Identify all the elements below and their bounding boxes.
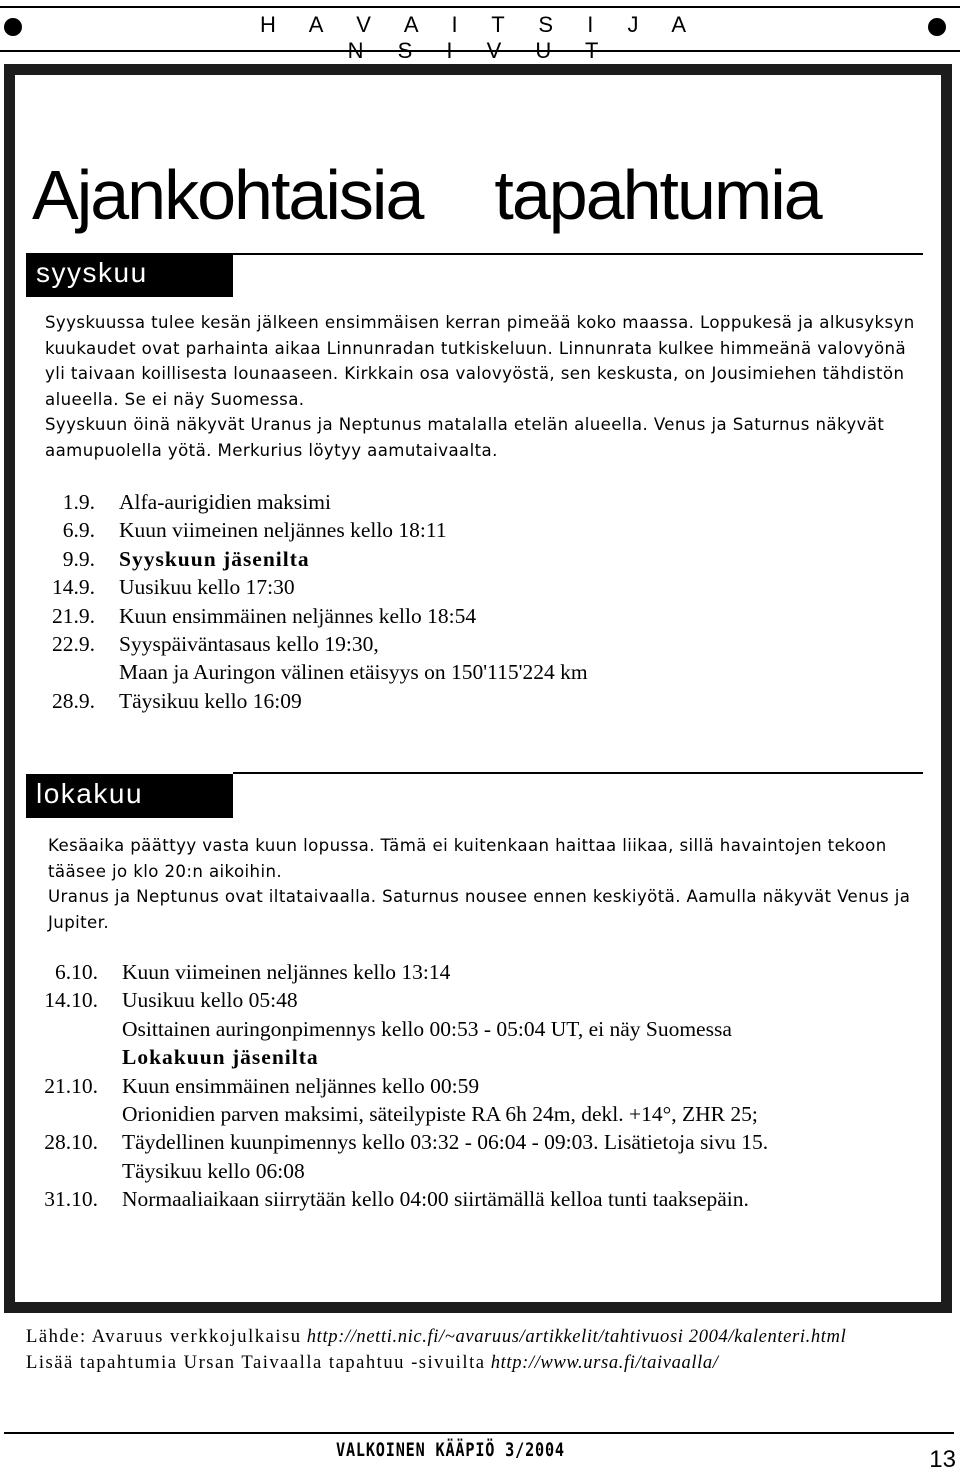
- event-text: Syyskuun jäsenilta: [119, 546, 310, 571]
- event-text: Kuun ensimmäinen neljännes kello 00:59: [122, 1073, 480, 1098]
- september-heading-rule: [233, 253, 923, 255]
- event-row: [40, 488, 588, 516]
- event-text: Orionidien parven maksimi, säteilypiste RA 6h 24m, dekl. +14°, ZHR 25;: [122, 1101, 758, 1126]
- event-date: [40, 1100, 98, 1128]
- footer-rule: [4, 1432, 954, 1434]
- source-link[interactable]: http://netti.nic.fi/~avaruus/artikkelit/tahtivuosi 2004/kalenteri.html: [306, 1326, 847, 1347]
- event-date: 22.9.: [52, 631, 95, 656]
- october-intro: [48, 833, 923, 935]
- october-event-list: [40, 958, 768, 1214]
- more-events-label: Lisää tapahtumia Ursan Taivaalla tapahtuu -sivuilta: [26, 1352, 486, 1373]
- event-row: [40, 1185, 768, 1213]
- event-date: 21.9.: [52, 603, 95, 628]
- event-text: Täysikuu kello 16:09: [119, 688, 302, 713]
- event-row: [40, 1015, 768, 1043]
- sources: [26, 1324, 846, 1376]
- event-text: Kuun ensimmäinen neljännes kello 18:54: [119, 603, 477, 628]
- event-row: [40, 1072, 768, 1100]
- publication-title: VALKOINEN KÄÄPIÖ 3/2004: [336, 1439, 565, 1461]
- event-text: Täydellinen kuunpimennys kello 03:32 - 06:04 - 09:03. Lisätietoja sivu 15.: [122, 1130, 769, 1155]
- event-row: [40, 602, 588, 630]
- event-date: [40, 1157, 98, 1185]
- event-row: [40, 573, 588, 601]
- event-row: [40, 545, 588, 573]
- event-date: 28.10.: [44, 1130, 98, 1155]
- header-bullet-right-icon: [928, 18, 946, 36]
- event-text: Normaaliaikaan siirrytään kello 04:00 siirtämällä kelloa tunti taaksepäin.: [122, 1187, 749, 1212]
- event-text: Maan ja Auringon välinen etäisyys on 150'115'224 km: [119, 660, 588, 685]
- source-line-2: [26, 1350, 846, 1376]
- october-heading: lokakuu: [26, 774, 233, 818]
- event-row: [40, 1043, 768, 1071]
- event-date: 9.9.: [62, 546, 95, 571]
- page-number: 13: [929, 1446, 956, 1473]
- event-row: [40, 630, 588, 658]
- event-date: 6.9.: [62, 518, 95, 543]
- event-date: 14.9.: [52, 575, 95, 600]
- september-intro: [45, 310, 920, 464]
- event-text: Täysikuu kello 06:08: [122, 1158, 305, 1183]
- event-text: Lokakuun jäsenilta: [122, 1045, 319, 1070]
- event-date: [40, 1015, 98, 1043]
- october-intro-paragraph: Uranus ja Neptunus ovat iltataivaalla. Saturnus nousee ennen keskiyötä. Aamulla näkyvät Venus ja Jupiter.: [48, 887, 911, 932]
- page-title-word-2: tapahtumia: [494, 155, 821, 234]
- october-heading-rule: [233, 772, 923, 774]
- event-date: 28.9.: [52, 688, 95, 713]
- event-date: 6.10.: [55, 960, 98, 984]
- header-bullet-left-icon: [4, 18, 22, 36]
- event-date: [40, 658, 95, 686]
- event-date: [40, 1043, 98, 1071]
- event-row: [40, 1100, 768, 1128]
- event-row: [40, 986, 768, 1014]
- event-row: [40, 958, 768, 986]
- september-heading: syyskuu: [26, 253, 233, 297]
- event-text: Uusikuu kello 17:30: [119, 575, 295, 600]
- source-label: Lähde: Avaruus verkkojulkaisu: [26, 1326, 302, 1347]
- event-text: Kuun viimeinen neljännes kello 13:14: [122, 960, 451, 984]
- october-intro-paragraph: Kesäaika päättyy vasta kuun lopussa. Tämä ei kuitenkaan haittaa liikaa, sillä havaintojen tekoon tääsee jo klo 20:n aikoihin.: [48, 836, 887, 881]
- event-row: [40, 658, 588, 686]
- event-text: Uusikuu kello 05:48: [122, 988, 298, 1013]
- event-text: Kuun viimeinen neljännes kello 18:11: [119, 518, 447, 543]
- event-text: Osittainen auringonpimennys kello 00:53 - 05:04 UT, ei näy Suomessa: [122, 1016, 732, 1041]
- event-date: 21.10.: [44, 1073, 98, 1098]
- september-event-list: [40, 488, 588, 715]
- header-section-label: H A V A I T S I J A N S I V U T: [259, 12, 701, 63]
- event-date: 14.10.: [44, 988, 98, 1013]
- page-title-word-1: Ajankohtaisia: [32, 155, 423, 234]
- more-events-link[interactable]: http://www.ursa.fi/taivaalla/: [490, 1352, 719, 1373]
- page-title: [32, 155, 821, 235]
- event-row: [40, 516, 588, 544]
- event-text: Syyspäiväntasaus kello 19:30,: [119, 631, 379, 656]
- event-date: 31.10.: [44, 1187, 98, 1212]
- event-text: Alfa-aurigidien maksimi: [119, 490, 331, 514]
- source-line-1: [26, 1324, 846, 1350]
- event-row: [40, 1128, 768, 1156]
- header-top-rule: [0, 6, 960, 8]
- event-row: [40, 687, 588, 715]
- event-row: [40, 1157, 768, 1185]
- event-date: 1.9.: [62, 490, 95, 514]
- september-intro-paragraph: Syyskuussa tulee kesän jälkeen ensimmäisen kerran pimeää koko maassa. Loppukesä ja alkusyksyn kuukaudet ovat parhainta aikaa Linnunradan tutkiskeluun. Linnunrata kulkee himmeänä valovyönä yli taivaan koillisesta lounaaseen. Kirkkain osa valovyöstä, sen keskusta, on Jousimiehen tähdistön alueella. Se ei näy Suomessa.: [45, 313, 915, 409]
- september-intro-paragraph: Syyskuun öinä näkyvät Uranus ja Neptunus matalalla etelän alueella. Venus ja Saturnus näkyvät aamupuolella yötä. Merkurius löytyy aamutaivaalta.: [45, 415, 885, 460]
